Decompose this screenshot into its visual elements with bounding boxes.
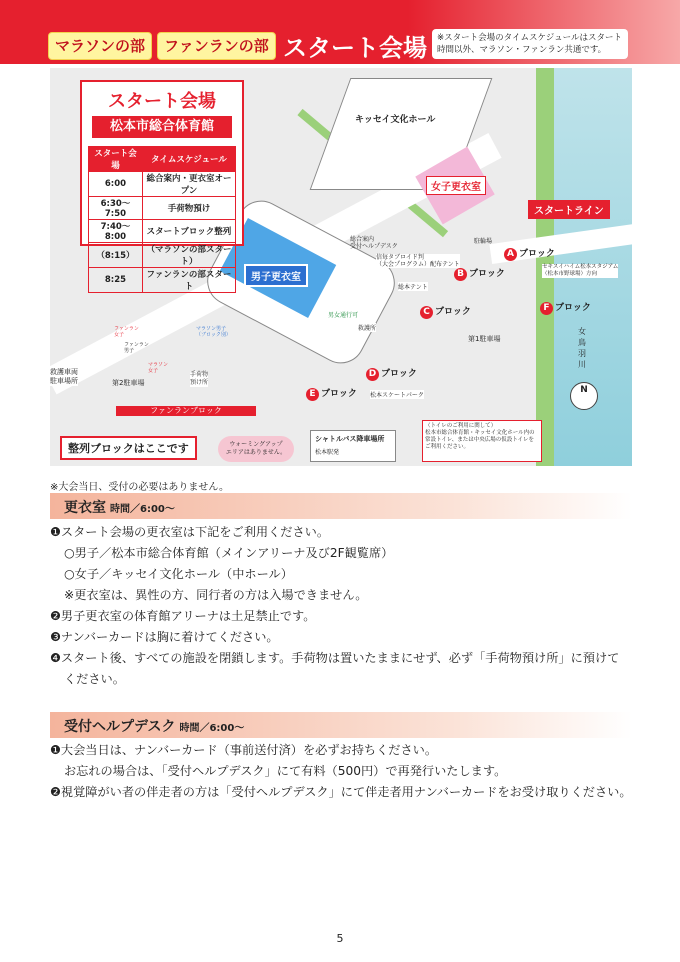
block-label: ブロック: [555, 303, 591, 313]
para-line: ❸ナンバーカードは胸に着けてください。: [50, 630, 279, 644]
block-label: ブロック: [469, 269, 505, 279]
para-line: ○男子／松本市総合体育館（メインアリーナ及び2F観覧席）: [64, 546, 394, 560]
skate-park-label: 松本スケートパーク: [370, 392, 424, 399]
bike-lot-label: 駐輪場: [474, 238, 493, 245]
para-line: ❶スタート会場の更衣室は下記をご利用ください。: [50, 525, 330, 539]
schedule-header-title: タイムスケジュール: [142, 147, 235, 172]
section-title: [64, 497, 175, 517]
venue-name: 松本市総合体育館: [92, 116, 232, 138]
para-line: お忘れの場合は、「受付ヘルプデスク」にて有料（500円）で再発行いたします。: [64, 764, 507, 778]
north-arrow-icon: [570, 382, 598, 410]
block-letter: E: [306, 388, 319, 401]
section-time: 時間／6:00〜: [179, 723, 245, 734]
block-label: ブロック: [381, 369, 417, 379]
section-changing-room: [50, 493, 632, 519]
schedule-item: 手荷物預け: [142, 197, 235, 220]
program-tent-label: 信毎タブロイド判 （大会プログラム）配布テント: [376, 254, 460, 268]
section-title-text: 更衣室: [64, 500, 106, 516]
marathon-men-label: マラソン男子 （ブロック別）: [196, 326, 231, 338]
para-line: ❷視覚障がい者の伴走者の方は「受付ヘルプデスク」にて伴走者用ナンバーカードをお受け取りください。: [50, 785, 632, 799]
walkway-label: 男女通行可: [328, 312, 359, 319]
schedule-box: [80, 80, 244, 292]
marathon-pill: マラソンの部: [48, 32, 152, 60]
section-help-desk: [50, 712, 632, 738]
schedule-item: スタートブロック整列: [142, 220, 235, 243]
para-line: ください。: [64, 672, 125, 686]
block-label: ブロック: [435, 307, 471, 317]
section2-body: [50, 740, 632, 803]
lineup-callout: 整列ブロックはここです: [60, 436, 197, 460]
funrun-block-bar: ファンランブロック: [116, 406, 256, 416]
block-d: [366, 366, 417, 381]
funrun-pill: ファンランの部: [157, 32, 276, 60]
schedule-time: 6:00: [89, 172, 143, 197]
schedule-item: ファンランの部スタート: [142, 268, 235, 293]
section-title: [64, 716, 244, 736]
women-room-label: 女子更衣室: [426, 176, 486, 195]
kissei-hall-label: キッセイ文化ホール: [355, 112, 435, 125]
venue-map: [50, 68, 632, 466]
schedule-time: （8:15）: [89, 243, 143, 268]
toilet-note: （トイレのご利用に関して） 松本市総合体育館・キッセイ文化ホール内の常設トイレ、または中央広場の仮設トイレをご利用ください。: [422, 420, 542, 462]
schedule-time: 8:25: [89, 268, 143, 293]
para-line: ○女子／キッセイ文化ホール（中ホール）: [64, 567, 293, 581]
block-a: [504, 246, 555, 261]
map-note: ※大会当日、受付の必要はありません。: [50, 482, 229, 493]
block-c: [420, 304, 471, 319]
para-line: ※更衣室は、異性の方、同行者の方は入場できません。: [64, 588, 368, 602]
info-desk-label: 総合案内 受付ヘルプデスク: [350, 236, 398, 250]
schedule-item: 総合案内・更衣室オープン: [142, 172, 235, 197]
block-letter: A: [504, 248, 517, 261]
schedule-header-venue: スタート会場: [89, 147, 143, 172]
shuttle-sub-label: 松本駅発: [315, 449, 340, 456]
block-e: [306, 386, 357, 401]
start-line-label: スタートライン: [528, 200, 610, 219]
para-line: ❹スタート後、すべての施設を閉鎖します。手荷物は置いたままにせず、必ず「手荷物預け所」に預けて: [50, 651, 620, 665]
block-b: [454, 266, 505, 281]
block-f: [540, 300, 591, 315]
first-aid-label: 救護所: [358, 325, 377, 332]
ambulance-label: 救護車両 駐車場所: [50, 368, 78, 385]
tent-label: 総本テント: [398, 284, 428, 291]
funrun-men-label: ファンラン 男子: [124, 342, 149, 354]
block-letter: D: [366, 368, 379, 381]
header-note: ※スタート会場のタイムスケジュールはスタート時間以外、マラソン・ファンラン共通です。: [432, 29, 628, 59]
venue-title: スタート会場: [108, 91, 216, 112]
men-room-label: 男子更衣室: [244, 264, 308, 287]
para-line: ❶大会当日は、ナンバーカード（事前送付済）を必ずお持ちください。: [50, 743, 438, 757]
baggage-label: 手荷物 預け所: [190, 371, 209, 386]
river-label: 女鳥羽川: [578, 327, 586, 369]
section-title-text: 受付ヘルプデスク: [64, 719, 176, 735]
block-label: ブロック: [321, 389, 357, 399]
section1-body: [50, 522, 619, 690]
block-letter: C: [420, 306, 433, 319]
para-line: ❷男子更衣室の体育館アリーナは土足禁止です。: [50, 609, 316, 623]
page-header: [0, 0, 680, 64]
marathon-women-label: マラソン 女子: [148, 362, 169, 374]
stadium-label: セキスイハイム松本スタジアム （松本市野球場）方向: [542, 264, 619, 277]
schedule-time: 7:40〜8:00: [89, 220, 143, 243]
shuttle-label: シャトルバス降車場所: [315, 435, 385, 443]
warmup-note: ウォーミングアップ エリアはありません。: [218, 436, 294, 462]
shuttle-box: [310, 430, 396, 462]
schedule-table: [88, 146, 236, 293]
block-letter: B: [454, 268, 467, 281]
section-time: 時間／6:00〜: [110, 504, 175, 515]
page-number: 5: [336, 932, 344, 945]
schedule-time: 6:30〜7:50: [89, 197, 143, 220]
block-label: ブロック: [519, 249, 555, 259]
page-title: スタート会場: [283, 34, 427, 62]
north-label: N: [580, 385, 588, 395]
parking-2-label: 第2駐車場: [112, 379, 145, 387]
funrun-women-label: ファンラン 女子: [114, 326, 139, 338]
schedule-item: （マラソンの部スタート）: [142, 243, 235, 268]
parking-1-label: 第1駐車場: [468, 335, 501, 343]
block-letter: F: [540, 302, 553, 315]
